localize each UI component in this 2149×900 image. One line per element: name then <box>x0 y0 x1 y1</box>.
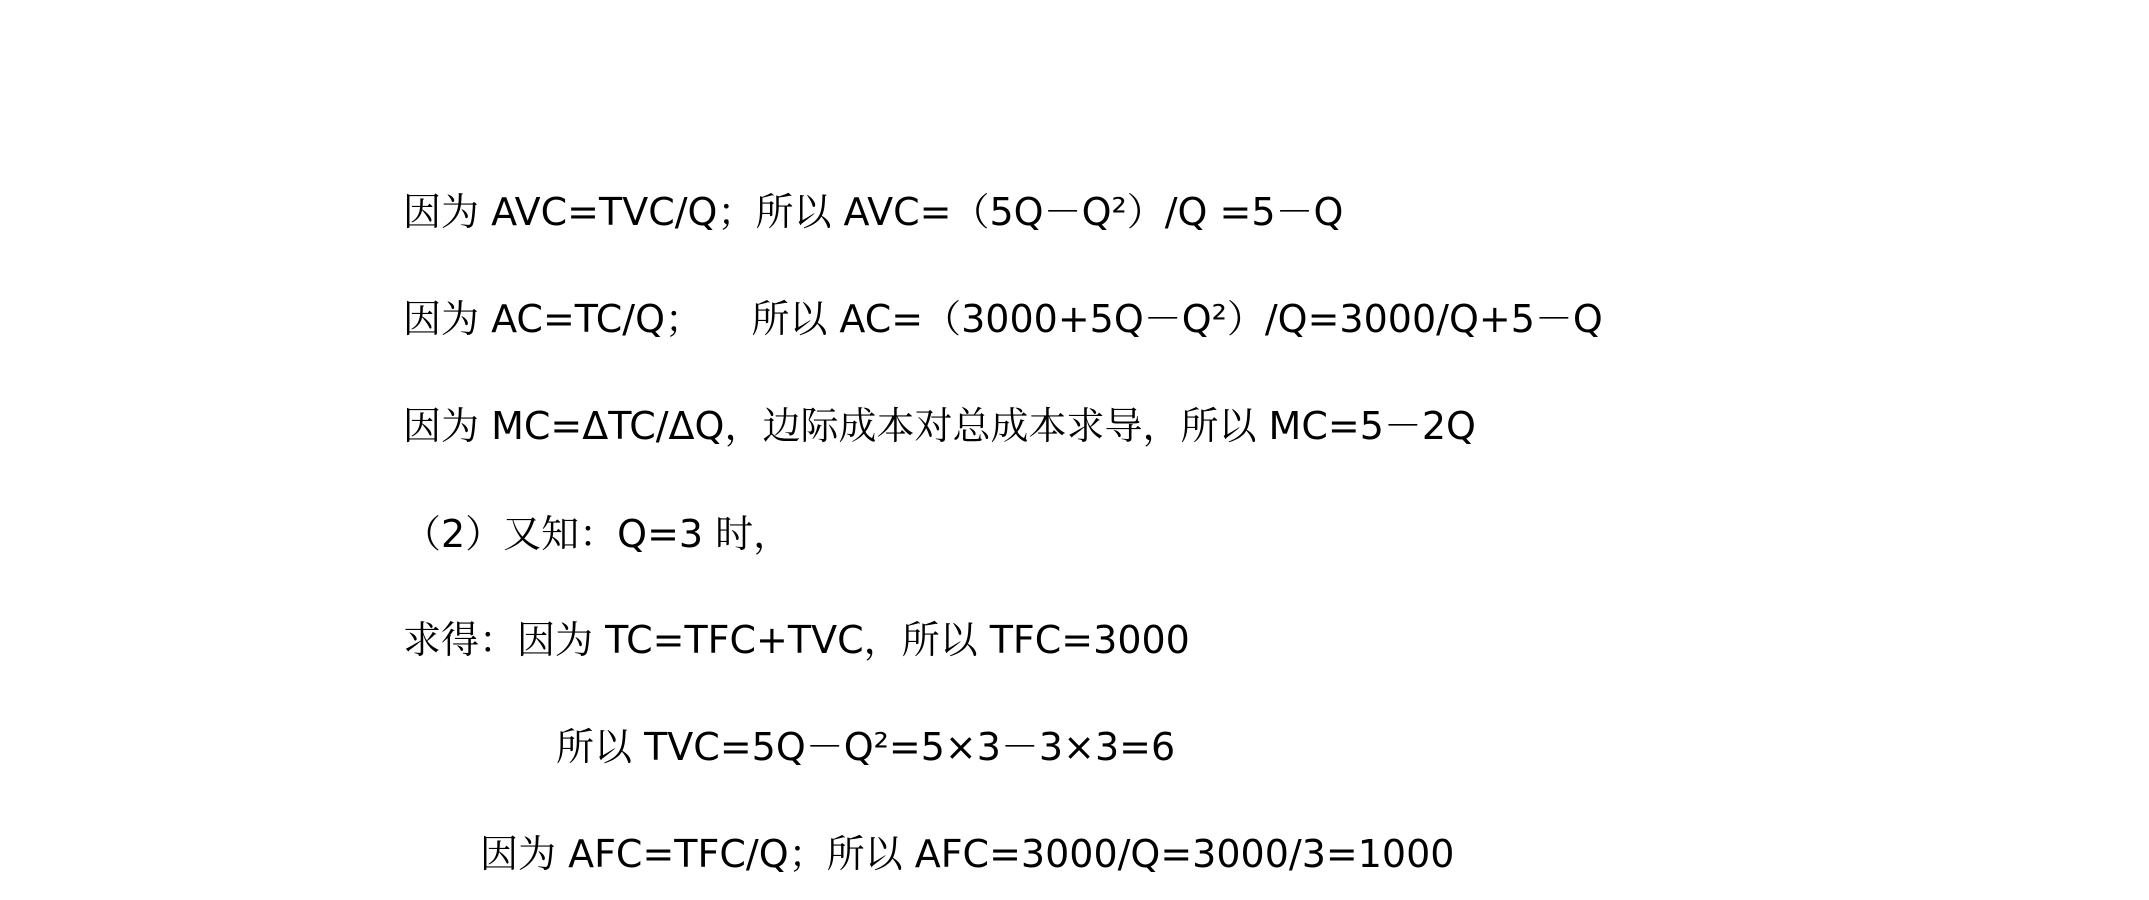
condition-line-q3: （2）又知：Q=3 时， <box>403 512 792 556</box>
equation-line-mc: 因为 MC=ΔTC/ΔQ，边际成本对总成本求导，所以 MC=5－2Q <box>403 404 1476 448</box>
equation-line-avc: 因为 AVC=TVC/Q；所以 AVC=（5Q－Q²）/Q =5－Q <box>403 190 1344 234</box>
equation-line-tvc: 所以 TVC=5Q－Q²=5×3－3×3=6 <box>556 725 1176 769</box>
equation-line-tfc: 求得：因为 TC=TFC+TVC，所以 TFC=3000 <box>403 618 1190 662</box>
equation-line-ac: 因为 AC=TC/Q； 所以 AC=（3000+5Q－Q²）/Q=3000/Q+5－Q <box>403 297 1603 341</box>
equation-line-afc: 因为 AFC=TFC/Q；所以 AFC=3000/Q=3000/3=1000 <box>480 832 1455 876</box>
